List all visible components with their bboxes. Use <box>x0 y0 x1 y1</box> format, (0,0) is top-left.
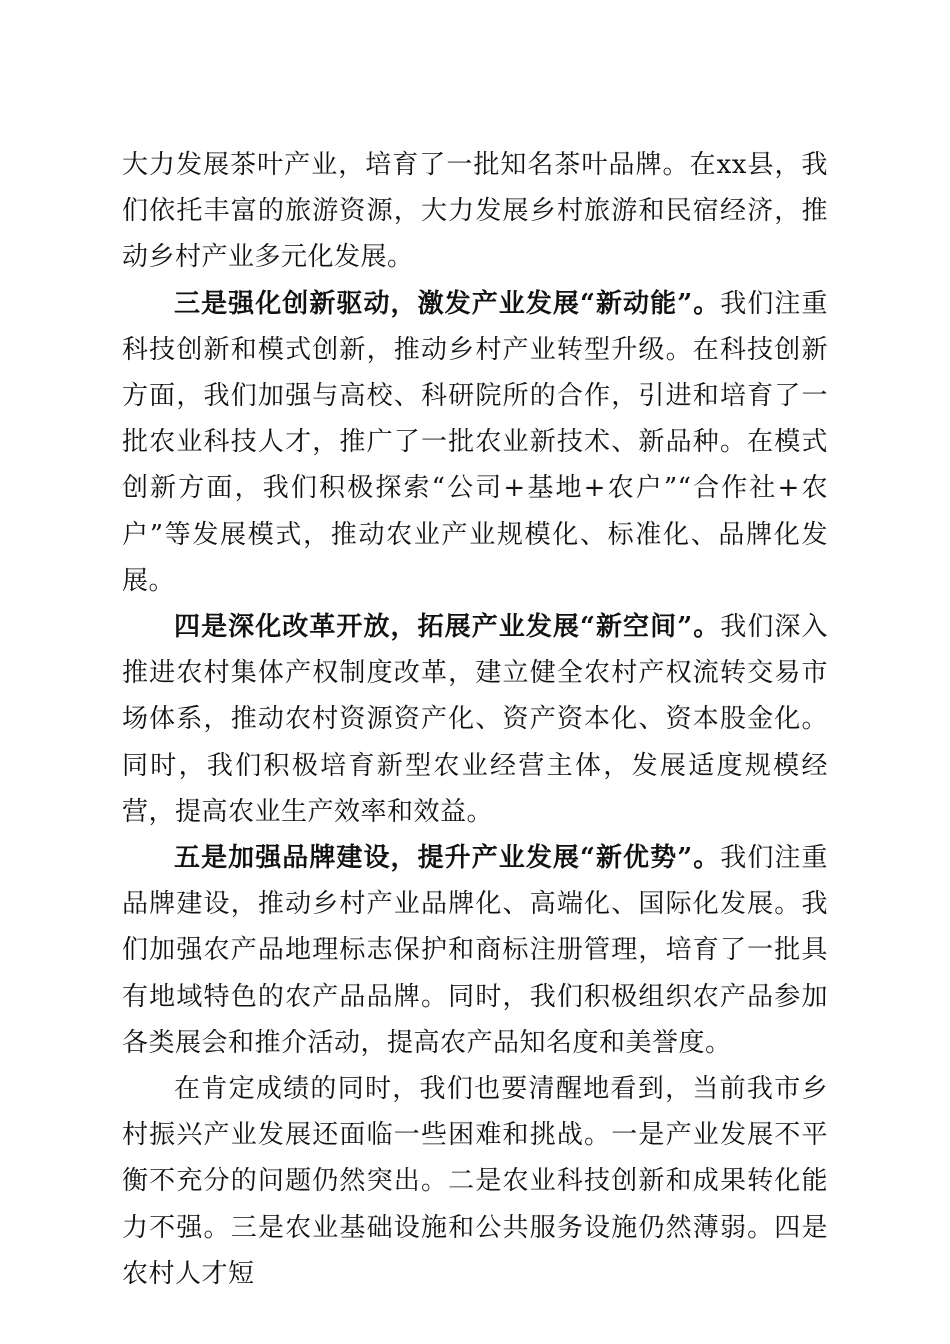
paragraph-5 <box>122 1066 828 1297</box>
paragraph-1-text: 大力发展茶叶产业，培育了一批知名茶叶品牌。在xx县，我们依托丰富的旅游资源，大力发展乡村旅游和民宿经济，推动乡村产业多元化发展。 <box>122 150 828 273</box>
paragraph-1 <box>122 142 828 281</box>
paragraph-4-text: 我们注重品牌建设，推动乡村产业品牌化、高端化、国际化发展。我们加强农产品地理标志保护和商标注册管理，培育了一批具有地域特色的农产品品牌。同时，我们积极组织农产品参加各类展会和推介活动，提高农产品知名度和美誉度。 <box>122 843 828 1058</box>
document-body <box>122 142 828 1297</box>
paragraph-2 <box>122 281 828 604</box>
paragraph-2-text: 我们注重科技创新和模式创新，推动乡村产业转型升级。在科技创新方面，我们加强与高校、科研院所的合作，引进和培育了一批农业科技人才，推广了一批农业新技术、新品种。在模式创新方面，我们积极探索“公司+基地+农户”“合作社+农户”等发展模式，推动农业产业规模化、标准化、品牌化发展。 <box>122 288 828 596</box>
paragraph-3 <box>122 604 828 835</box>
paragraph-2-lead: 三是强化创新驱动，激发产业发展“新动能”。 <box>174 288 721 319</box>
paragraph-5-text: 在肯定成绩的同时，我们也要清醒地看到，当前我市乡村振兴产业发展还面临一些困难和挑战。一是产业发展不平衡不充分的问题仍然突出。二是农业科技创新和成果转化能力不强。三是农业基础设施和公共服务设施仍然薄弱。四是农村人才短 <box>122 1074 828 1289</box>
paragraph-4-lead: 五是加强品牌建设，提升产业发展“新优势”。 <box>174 843 721 874</box>
paragraph-3-text: 我们深入推进农村集体产权制度改革，建立健全农村产权流转交易市场体系，推动农村资源资产化、资产资本化、资本股金化。同时，我们积极培育新型农业经营主体，发展适度规模经营，提高农业生产效率和效益。 <box>122 612 828 827</box>
paragraph-4 <box>122 835 828 1066</box>
paragraph-3-lead: 四是深化改革开放，拓展产业发展“新空间”。 <box>174 612 721 643</box>
